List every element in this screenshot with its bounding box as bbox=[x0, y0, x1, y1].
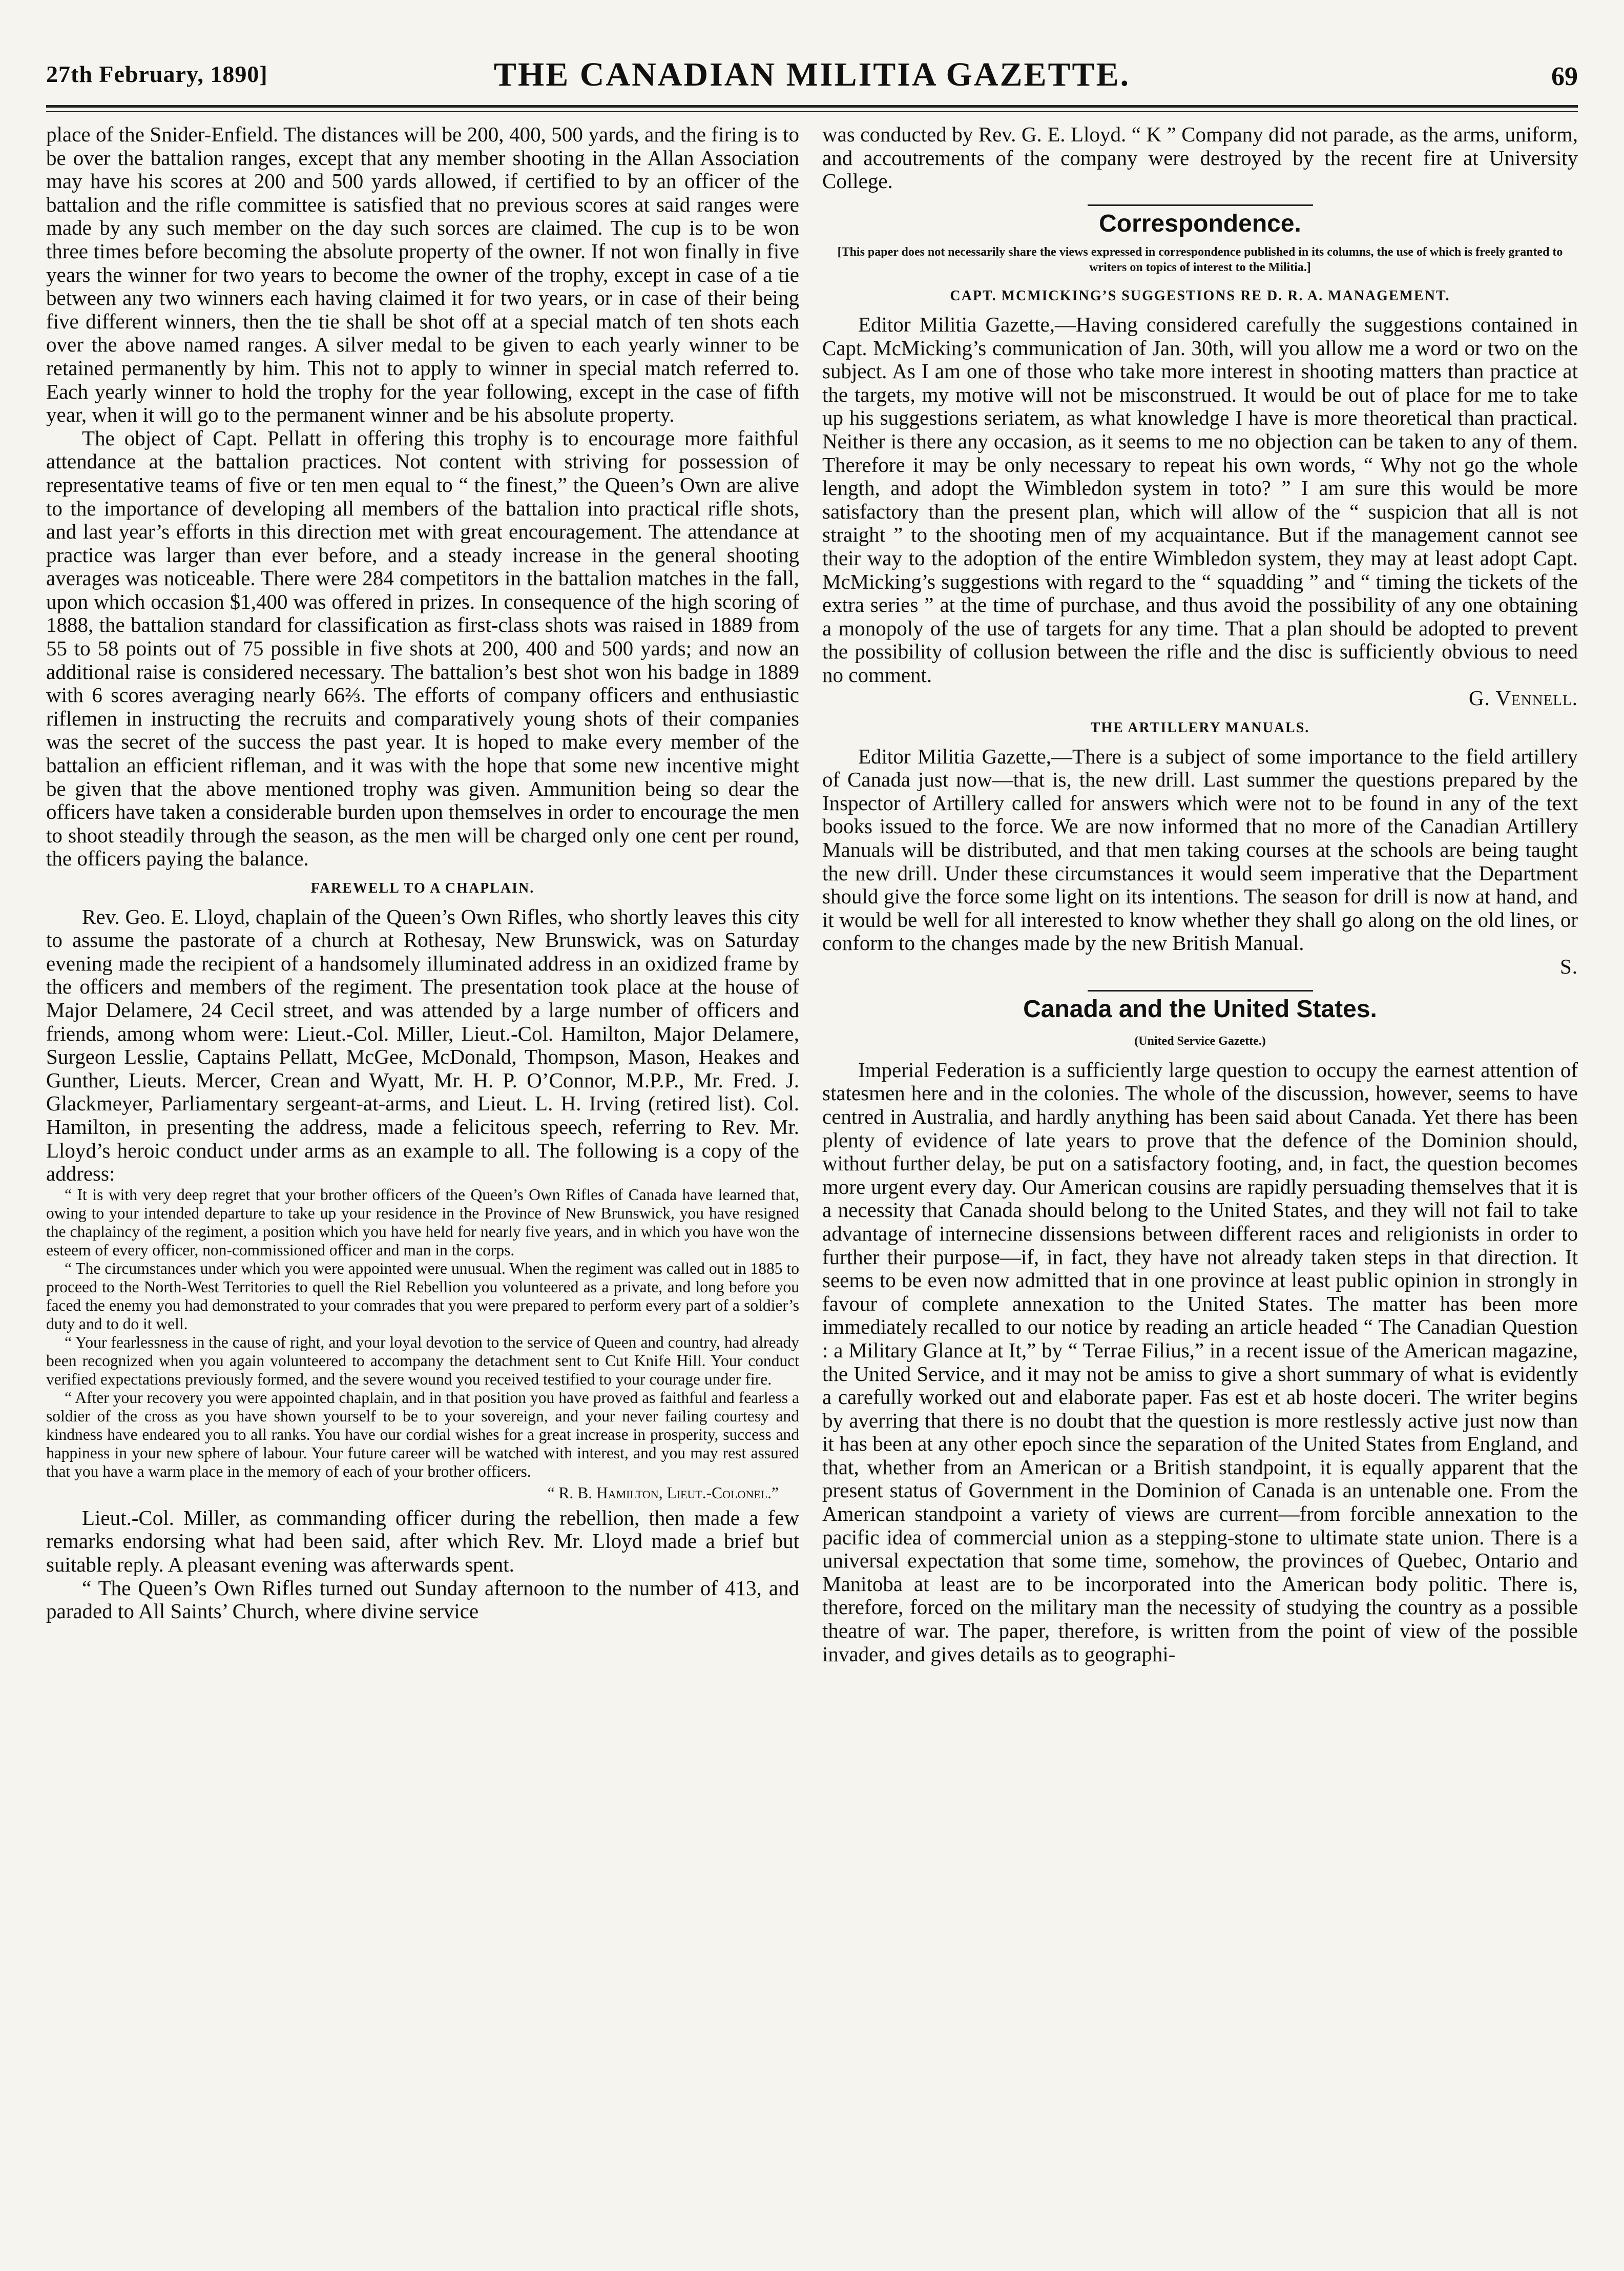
mcmicking-subheading: CAPT. MCMICKING’S SUGGESTIONS RE D. R. A. MANAGEMENT. bbox=[950, 288, 1450, 304]
address-paragraph-3: “ Your fearlessness in the cause of right, and your loyal devotion to the service of Queen and country, had already been recognized when you again volunteered to accompany the detachment sent to Cut Knife Hill. Your conduct verified expectations previously formed, and the severe wound you received testified to your courage under fire. bbox=[46, 1333, 799, 1388]
artillery-subheading: THE ARTILLERY MANUALS. bbox=[1090, 720, 1310, 736]
canada-us-heading: Canada and the United States. bbox=[1023, 995, 1377, 1023]
right-column bbox=[822, 123, 1578, 2249]
address-paragraph-2: “ The circumstances under which you were appointed were unusual. When the regiment was called out in 1885 to proceed to the North-West Territories to quell the Riel Rebellion you volunteered as a private, and long before you faced the enemy you had demonstrated to your comrades that you were prepared to perform every part of a soldier’s duty and to do it well. bbox=[46, 1259, 799, 1333]
vennell-signature: G. Vennell. bbox=[1469, 686, 1578, 710]
source-credit: (United Service Gazette.) bbox=[1134, 1035, 1266, 1048]
miller-remarks-paragraph: Lieut.-Col. Miller, as commanding officer during the rebellion, then made a few remarks endorsing what had been said, after which Rev. Mr. Lloyd made a brief but suitable reply. A pleasant evening was afterwards spent. bbox=[46, 1505, 799, 1576]
address-paragraph-1: “ It is with very deep regret that your brother officers of the Queen’s Own Rifles of Canada have learned that, owing to your intended departure to take up your residence in the Province of New Brunswick, you have resigned the chaplaincy of the regiment, a position which you have held for nearly five years, and in which you have won the esteem of every officer, non-commissioned officer and man in the corps. bbox=[46, 1185, 799, 1259]
left-column bbox=[46, 123, 799, 2249]
header-rule-thin bbox=[46, 111, 1578, 112]
church-parade-paragraph: “ The Queen’s Own Rifles turned out Sunday afternoon to the number of 413, and paraded to All Saints’ Church, where divine service bbox=[46, 1576, 799, 1623]
artillery-signature: S. bbox=[1559, 955, 1578, 978]
canada-us-paragraph: Imperial Federation is a sufficiently large question to occupy the earnest attention of statesmen here and in the colonies. The whole of the discussion, however, seems to have centred in Australia, and hardly anything has been said about Canada. Yet there has been plenty of evidence of late years to prove that the defence of the Dominion should, without further delay, be put on a satisfactory footing, and, in fact, the question becomes more urgent every day. Our American cousins are rapidly persuading themselves that it is a necessity that Canada should belong to the United States, and they will not fail to take advantage of internecine dissensions between different races and religionists in order to further their purpose—if, in fact, they have not already taken steps in that direction. It seems to be even now admitted that in one province at least public opinion in strongly in favour of complete annexation to the United States. The matter has been more immediately recalled to our notice by reading an article headed “ The Canadian Question : a Military Glance at It,” by “ Terrae Filius,” in a recent issue of the American magazine, the United Service, and it may not be amiss to give a short summary of what is evidently a carefully worked out and elaborate paper. Fas est et ab hoste doceri. The writer begins by averring that there is no doubt that the question is more restlessly active just now than it has been at any other epoch since the separation of the United States from England, and that, whether from an American or a British standpoint, it is equally apparent that the present status of Government in the Dominion of Canada is an untenable one. From the American standpoint a variety of views are current—from forcible annexation to the pacific idea of commercial union as a stepping-stone to ultimate state union. There is a universal expectation that some time, somehow, the provinces of Quebec, Ontario and Manitoba at least are to be incorporated into the American body politic. There is, therefore, forced on the military man the necessity of studying the country as a possible theatre of war. The paper, therefore, is written from the point of view of the possible invader, and gives details as to geographi- bbox=[822, 1058, 1578, 1666]
header-rule-thick bbox=[46, 105, 1578, 108]
page-header bbox=[46, 51, 1578, 102]
address-paragraph-4: “ After your recovery you were appointed chaplain, and in that position you have proved as faithful and fearless a soldier of the cross as you have shown yourself to be to your sovereign, and your never failing courtesy and kindness have endeared you to all ranks. You have our cordial wishes for a great increase in prosperity, success and happiness in your new sphere of labour. Your future career will be watched with interest, and you may rest assured that you have a warm place in the memory of each of your brother officers. bbox=[46, 1388, 799, 1480]
trophy-rules-paragraph: place of the Snider-Enfield. The distances will be 200, 400, 500 yards, and the firing is to be over the battalion ranges, except that any member shooting in the Allan Association may have his scores at 200 and 500 yards allowed, if certified to by an officer of the battalion and the rifle committee is satisfied that no previous scores at said ranges were made by any such member on the day such sorces are claimed. The cup is to be won three times before becoming the absolute property of the owner. If not won finally in five years the winner for two years to become the owner of the trophy, except in case of a tie between any two winners each having claimed it for two years, or in case of their being five different winners, then the tie shall be shot off at a special match of ten shots each over the above named ranges. A silver medal to be given to each yearly winner to be retained permanently by him. This not to apply to winner in special match referred to. Each yearly winner to hold the trophy for the year following, except in the case of fifth year, when it will go to the permanent winner and be his absolute property. bbox=[46, 123, 799, 427]
masthead-title: THE CANADIAN MILITIA GAZETTE. bbox=[493, 56, 1131, 93]
trophy-object-paragraph: The object of Capt. Pellatt in offering this trophy is to encourage more faithful attendance at the battalion practices. Not content with striving for possession of representative teams of five or ten men equal to “ the finest,” the Queen’s Own are alive to the importance of developing all members of the battalion into practical rifle shots, and last year’s efforts in this direction met with great encouragement. The attendance at practice was larger than ever before, and a steady increase in the general shooting averages was noticeable. There were 284 competitors in the battalion matches in the fall, upon which occasion $1,400 was offered in prizes. In consequence of the high scoring of 1888, the battalion standard for classification as first-class shots was raised in 1889 from 55 to 58 points out of 75 possible in five shots at 200, 400 and 500 yards; and now an additional raise is considered necessary. The battalion’s best shot won his badge in 1889 with 6 scores averaging nearly 66⅔. The efforts of company officers and enthusiastic riflemen in instructing the recruits and comparatively young shots of their companies was the secret of the success the past year. It is hoped to make every member of the battalion an efficient rifleman, and it was with the hope that some new incentive might be given that the above mentioned trophy was given. Ammunition being so dear the officers have taken a considerable burden upon themselves in order to encourage the men to shoot steadily through the season, as the men will be charged only one cent per round, the officers paying the balance. bbox=[46, 426, 799, 871]
section-divider bbox=[1088, 204, 1313, 206]
vennell-letter: Editor Militia Gazette,—Having considered carefully the suggestions contained in Capt. McMicking’s communication of Jan. 30th, will you allow me a word or two on the subject. As I am one of those who take more interest in shooting matters than practice at the targets, my motive will not be misconstrued. It would be out of place for me to take up his suggestions seriatem, as what knowledge I have is more theoretical than practical. Neither is there any occasion, as it seems to me no objection can be taken to any of them. Therefore it may be only necessary to repeat his own words, “ Why not go the whole length, and adopt the Wimbledon system in toto? ” I am sure this would be more satisfactory than the present plan, which will allow of the “ suspicion that all is not straight ” to the shooting men of my acquaintance. But if the management cannot see their way to the adoption of the entire Wimbledon system, they may at least adopt Capt. McMicking’s suggestions with regard to the “ squadding ” and “ timing the tickets of the extra series ” at the time of purchase, and thus avoid the possibility of any one obtaining a monopoly of the use of targets for any time. That a plan should be adopted to prevent the possibility of collusion between the rifle and the disc is sufficiently obvious to need no comment. bbox=[822, 312, 1578, 687]
address-signature: “ R. B. Hamilton, Lieut.-Colonel.” bbox=[547, 1483, 779, 1502]
section-divider-2 bbox=[1088, 990, 1313, 992]
farewell-subheading: FAREWELL TO A CHAPLAIN. bbox=[310, 880, 535, 896]
correspondence-heading: Correspondence. bbox=[1099, 210, 1301, 237]
continued-paragraph: was conducted by Rev. G. E. Lloyd. “ K ” Company did not parade, as the arms, uniform, and accoutrements of the company were destroyed by the recent fire at University College. bbox=[822, 123, 1578, 193]
editorial-disclaimer: [This paper does not necessarily share the views expressed in correspondence published in its columns, the use of which is freely granted to writers on topics of interest to the Militia.] bbox=[837, 245, 1563, 275]
page-number: 69 bbox=[1551, 62, 1578, 91]
address-quotation bbox=[46, 1186, 799, 1503]
farewell-paragraph: Rev. Geo. E. Lloyd, chaplain of the Queen’s Own Rifles, who shortly leaves this city to assume the pastorate of a church at Rothesay, New Brunswick, was on Saturday evening made the recipient of a handsomely illuminated address in an oxidized frame by the officers and members of the regiment. The presentation took place at the house of Major Delamere, 24 Cecil street, and was attended by a large number of officers and friends, among whom were: Lieut.-Col. Miller, Lieut.-Col. Hamilton, Major Delamere, Surgeon Lesslie, Captains Pellatt, McGee, McDonald, Thompson, Mason, Heakes and Gunther, Lieuts. Mercer, Crean and Wyatt, Mr. H. P. O’Connor, M.P.P., Mr. Fred. J. Glackmeyer, Parliamentary sergeant-at-arms, and Lieut. L. H. Irving (retired list). Col. Hamilton, in presenting the address, made a felicitous speech, referring to Rev. Mr. Lloyd’s heroic conduct under arms as an example to all. The following is a copy of the address: bbox=[46, 904, 799, 1186]
issue-date: 27th February, 1890] bbox=[46, 61, 268, 87]
artillery-letter: Editor Militia Gazette,—There is a subject of some importance to the field artillery of Canada just now—that is, the new drill. Last summer the questions prepared by the Inspector of Artillery called for answers which were not to be found in any of the text books issued to the force. We are now informed that no more of the Canadian Artillery Manuals will be distributed, and that men taking courses at the schools are being taught the new drill. Under these circumstances it would seem imperative that the Department should give the force some light on its intentions. The season for drill is now at hand, and it would be well for all interested to know whether they shall go along on the old lines, or conform to the changes made by the new British Manual. bbox=[822, 744, 1578, 955]
